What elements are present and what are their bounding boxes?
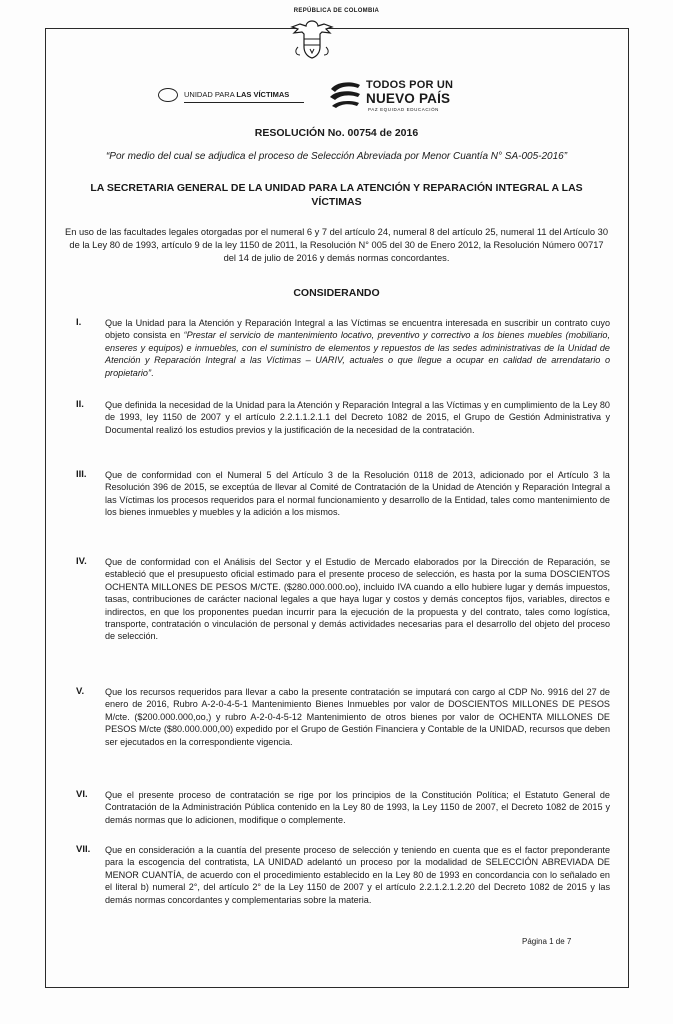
republic-header: REPÚBLICA DE COLOMBIA [293, 8, 380, 14]
clause-text: Que los recursos requeridos para llevar a cabo la presente contratación se imputará con cargo al CDP No. 9916 del 27 de enero de 2016, Rubro A-2-0-4-5-1 Mantenimiento Bienes Inmuebles por valor de DOSCIENTOS MILLONES DE PESOS M/cte. ($200.000.000,oo,) y rubro A-2-0-4-5-12 Mantenimiento de otros bienes por valor de OCHENTA MILLONES DE PESOS M/cte ($80.000.000,00) expedido por el Grupo de Gestión Financiera y Contable de la UNIDAD, recursos que deben ser ejecutados en la correspondiente vigencia. [105, 687, 610, 747]
clause-text: Que la Unidad para la Atención y Reparación Integral a las Víctimas se encuentra interesada en suscribir un contrato cuyo objeto consista en “Prestar el servicio de mantenimiento locativo, preventivo y correctivo a los bienes muebles (mobiliario, enseres y equipos) e inmuebles, con el suministro de elementos y repuestos de las sedes administrativas de la Unidad de Atención y Reparación Integral a las Víctimas – UARIV, actuales o que llegue a ocupar en calidad de arrendatario o propietario”. [105, 318, 610, 378]
clause-number: V. [76, 686, 85, 697]
coat-of-arms-icon [288, 17, 336, 61]
clause-number: VI. [76, 789, 88, 800]
unidad-seal-icon [158, 88, 178, 102]
todos-logo-tagline: PAZ EQUIDAD EDUCACIÓN [368, 107, 440, 112]
clause-text: Que definida la necesidad de la Unidad para la Atención y Reparación Integral a las Víctimas y en cumplimiento de la Ley 80 de 1993, ley 1150 de 2007 y el artículo 2.2.1.1.2.1.1 del Decreto 1082 de 2015, el Grupo de Gestión Administrativa y Documental realizó los estudios previos y la justificación de la necesidad de la contratación. [105, 400, 610, 435]
clause-number: VII. [76, 844, 91, 855]
resolution-title: RESOLUCIÓN No. 00754 de 2016 [254, 127, 419, 139]
issuer-heading: LA SECRETARIA GENERAL DE LA UNIDAD PARA LA ATENCIÓN Y REPARACIÓN INTEGRAL A LAS VÍCTIMAS [90, 182, 583, 208]
unidad-logo-underline [184, 102, 304, 103]
unidad-logo-text: UNIDAD PARA LAS VÍCTIMAS [184, 90, 290, 99]
todos-por-un-nuevo-pais-icon [328, 79, 362, 111]
clause-number: IV. [76, 556, 87, 567]
clause-number: I. [76, 317, 82, 328]
unidad-logo [158, 86, 323, 106]
clause-number: II. [76, 399, 84, 410]
logo-row [158, 76, 528, 116]
clause-text: Que de conformidad con el Numeral 5 del Artículo 3 de la Resolución 0118 de 2013, adicionado por el Artículo 3 la Resolución 396 de 2015, se exceptúa de llevar al Comité de Contratación de la Unidad de Atención y Reparación Integral a las Víctimas los procesos requeridos para el normal funcionamiento y desarrollo de la Entidad, tales como mantenimiento de los bienes inmuebles y muebles y la adición a los mismos. [105, 470, 610, 518]
preamble-paragraph: En uso de las facultades legales otorgadas por el numeral 6 y 7 del artículo 24, numeral 8 del artículo 25, numeral 11 del Artículo 30 de la Ley 80 de 1993, artículo 9 de la ley 1150 de 2011, la Resolución N° 005 del 30 de Enero 2012, la Resolución Número 00717 del 14 de julio de 2016 y demás normas concordantes. [65, 227, 608, 263]
todos-logo-line2: NUEVO PAÍS [366, 91, 451, 106]
todos-por-un-nuevo-pais-logo [328, 76, 528, 116]
clause-text: Que de conformidad con el Análisis del Sector y el Estudio de Mercado elaborados por la Dirección de Reparación, se estableció que el presupuesto oficial estimado para el presente proceso de selección, es hasta por la suma DOSCIENTOS OCHENTA MILLONES DE PESOS M/CTE. ($280.000.000.oo), incluido IVA cuando a ello hubiere lugar y demás impuestos, tasas, contribuciones de carácter nacional legales a que haya lugar y costos y demás conceptos fijos, variables, directos e indirectos, en que los proponentes puedan incurrir para la ejecución de la propuesta y del contrato, tales como logística, transporte, contratación o vinculación de personal y demás actividades necesarias para el desarrollo del objeto del proceso de selección. [105, 557, 610, 642]
page-number: Página 1 de 7 [522, 937, 572, 946]
clause-number: III. [76, 469, 87, 480]
clause-text: Que en consideración a la cuantía del presente proceso de selección y teniendo en cuenta que es el factor preponderante para la escogencia del contratista, LA UNIDAD adelantó un proceso por la modalidad de SELECCIÓN ABREVIADA DE MENOR CUANTÍA, de acuerdo con el procedimiento establecido en la Ley 80 de 1993 en concordancia con lo señalado en el literal b) numeral 2°, del artículo 2° de la Ley 1150 de 2007 y el artículo 2.2.1.2.1.2.20 del Decreto 1082 de 2015 y las demás normas concordantes y complementarias sobre la materia. [105, 845, 610, 905]
resolution-subtitle: “Por medio del cual se adjudica el proceso de Selección Abreviada por Menor Cuantía N° SA-005-2016” [105, 151, 568, 162]
clause-text: Que el presente proceso de contratación se rige por los principios de la Constitución Política; el Estatuto General de Contratación de la Administración Pública contenido en la Ley 80 de 1993, la Ley 1150 de 2007, el Decreto 1082 de 2015 y demás normas que lo adicionen, modifique o complemente. [105, 790, 610, 825]
todos-logo-line1: TODOS POR UN [366, 79, 454, 91]
considering-heading: CONSIDERANDO [293, 287, 380, 299]
